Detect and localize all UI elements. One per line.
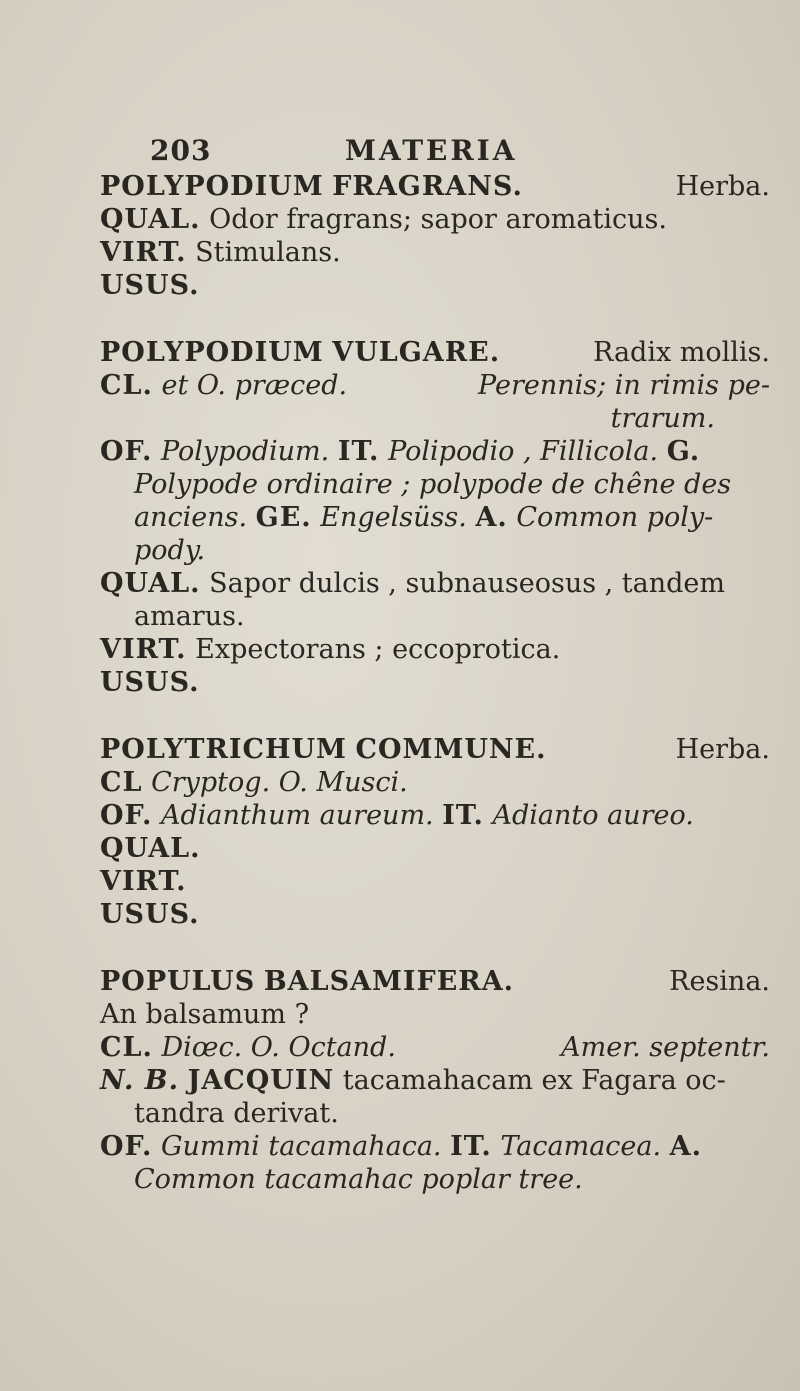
nb-author: JACQUIN [187, 1065, 335, 1096]
a-label: A. [669, 1131, 703, 1162]
entry-polytrichum-commune [100, 733, 770, 931]
cl-text: Diœc. O. Octand. [161, 1032, 396, 1063]
of-label: OF. [100, 436, 153, 467]
habitat-text: Perennis; in rimis pe- [478, 370, 770, 401]
virt-label: VIRT. [100, 866, 187, 897]
entry-populus-balsamifera [100, 965, 770, 1196]
usus-line [100, 898, 770, 931]
it-text: Polipodio , Fillicola. [388, 436, 659, 467]
virt-text: Stimulans. [195, 237, 341, 268]
of-text: Gummi tacamahaca. [160, 1131, 442, 1162]
entry-heading [100, 336, 770, 369]
qual-label: QUAL. [100, 568, 201, 599]
cl-text: Cryptog. O. Musci. [151, 767, 408, 798]
cl-label: CL. [100, 1032, 153, 1063]
entry-name: POPULUS [100, 966, 256, 997]
entry-note: An balsamum ? [100, 999, 310, 1030]
of-line [100, 799, 770, 832]
a-text-line [100, 1163, 770, 1196]
nb-line [100, 1064, 770, 1097]
cl-label: CL [100, 767, 143, 798]
virt-line [100, 865, 770, 898]
usus-label: USUS. [100, 899, 200, 930]
ge-line [100, 501, 770, 534]
qual-line [100, 567, 770, 600]
it-text: Adianto aureo. [492, 800, 694, 831]
g-text-cont: anciens. [134, 502, 248, 533]
entry-part: Radix mollis. [593, 337, 770, 368]
it-label: IT. [337, 436, 380, 467]
usus-line [100, 666, 770, 699]
entry-name: POLYPODIUM [100, 171, 324, 202]
qual-label: QUAL. [100, 204, 201, 235]
entry-name: POLYTRICHUM [100, 734, 347, 765]
running-title: MATERIA [345, 134, 518, 167]
of-text: Polypodium. [160, 436, 330, 467]
g-text: Polypode ordinaire ; polypode de chêne des [134, 469, 732, 500]
cl-line [100, 1031, 770, 1064]
ge-text: Engelsüss. [320, 502, 467, 533]
entry-epithet: BALSAMIFERA. [263, 966, 515, 997]
of-line [100, 1130, 770, 1163]
of-text: Adianthum aureum. [160, 800, 434, 831]
cl-label: CL. [100, 370, 153, 401]
of-label: OF. [100, 800, 153, 831]
a-text: Common tacamahac poplar tree. [134, 1164, 583, 1195]
entry-heading [100, 170, 770, 203]
nb-text-cont: tandra derivat. [134, 1098, 339, 1129]
habitat-continuation [100, 402, 770, 435]
cl-text: et O. præced. [161, 370, 348, 401]
habitat-text: Amer. septentr. [561, 1032, 770, 1063]
a-text-cont-line [100, 534, 770, 567]
qual-line [100, 832, 770, 865]
virt-label: VIRT. [100, 237, 187, 268]
entry-epithet: FRAGRANS. [332, 171, 523, 202]
ge-label: GE. [255, 502, 312, 533]
a-label: A. [475, 502, 508, 533]
g-text-line [100, 468, 770, 501]
note-line [100, 998, 770, 1031]
virt-label: VIRT. [100, 634, 187, 665]
text-body [100, 170, 770, 1230]
running-header [150, 134, 518, 167]
habitat-text-2: trarum. [610, 403, 715, 434]
qual-text-cont: amarus. [134, 601, 245, 632]
entry-part: Herba. [675, 734, 770, 765]
usus-line [100, 269, 770, 302]
entry-part: Herba. [675, 171, 770, 202]
entry-part: Resina. [669, 966, 770, 997]
entry-name: POLYPODIUM [100, 337, 324, 368]
g-label: G. [666, 436, 701, 467]
page-number: 203 [150, 134, 212, 167]
a-text-cont: pody. [134, 535, 206, 566]
qual-line [100, 203, 770, 236]
qual-text: Sapor dulcis , subnauseosus , tandem [209, 568, 726, 599]
entry-heading [100, 965, 770, 998]
virt-text: Expectorans ; eccoprotica. [195, 634, 561, 665]
qual-label: QUAL. [100, 833, 201, 864]
usus-label: USUS. [100, 270, 200, 301]
it-label: IT. [442, 800, 484, 831]
entry-epithet: COMMUNE. [355, 734, 547, 765]
qual-cont-line [100, 600, 770, 633]
virt-line [100, 633, 770, 666]
entry-epithet: VULGARE. [332, 337, 501, 368]
of-label: OF. [100, 1131, 153, 1162]
nb-cont-line [100, 1097, 770, 1130]
nb-label: N. B. [100, 1065, 179, 1096]
entry-polypodium-fragrans [100, 170, 770, 302]
qual-text: Odor fragrans; sapor aromaticus. [209, 204, 667, 235]
cl-line [100, 369, 770, 402]
it-text: Tacamacea. [500, 1131, 662, 1162]
cl-line [100, 766, 770, 799]
entry-heading [100, 733, 770, 766]
nb-text: tacamahacam ex Fagara oc- [342, 1065, 726, 1096]
entry-polypodium-vulgare [100, 336, 770, 699]
it-label: IT. [450, 1131, 492, 1162]
a-text: Common poly- [516, 502, 714, 533]
of-line [100, 435, 770, 468]
usus-label: USUS. [100, 667, 200, 698]
virt-line [100, 236, 770, 269]
